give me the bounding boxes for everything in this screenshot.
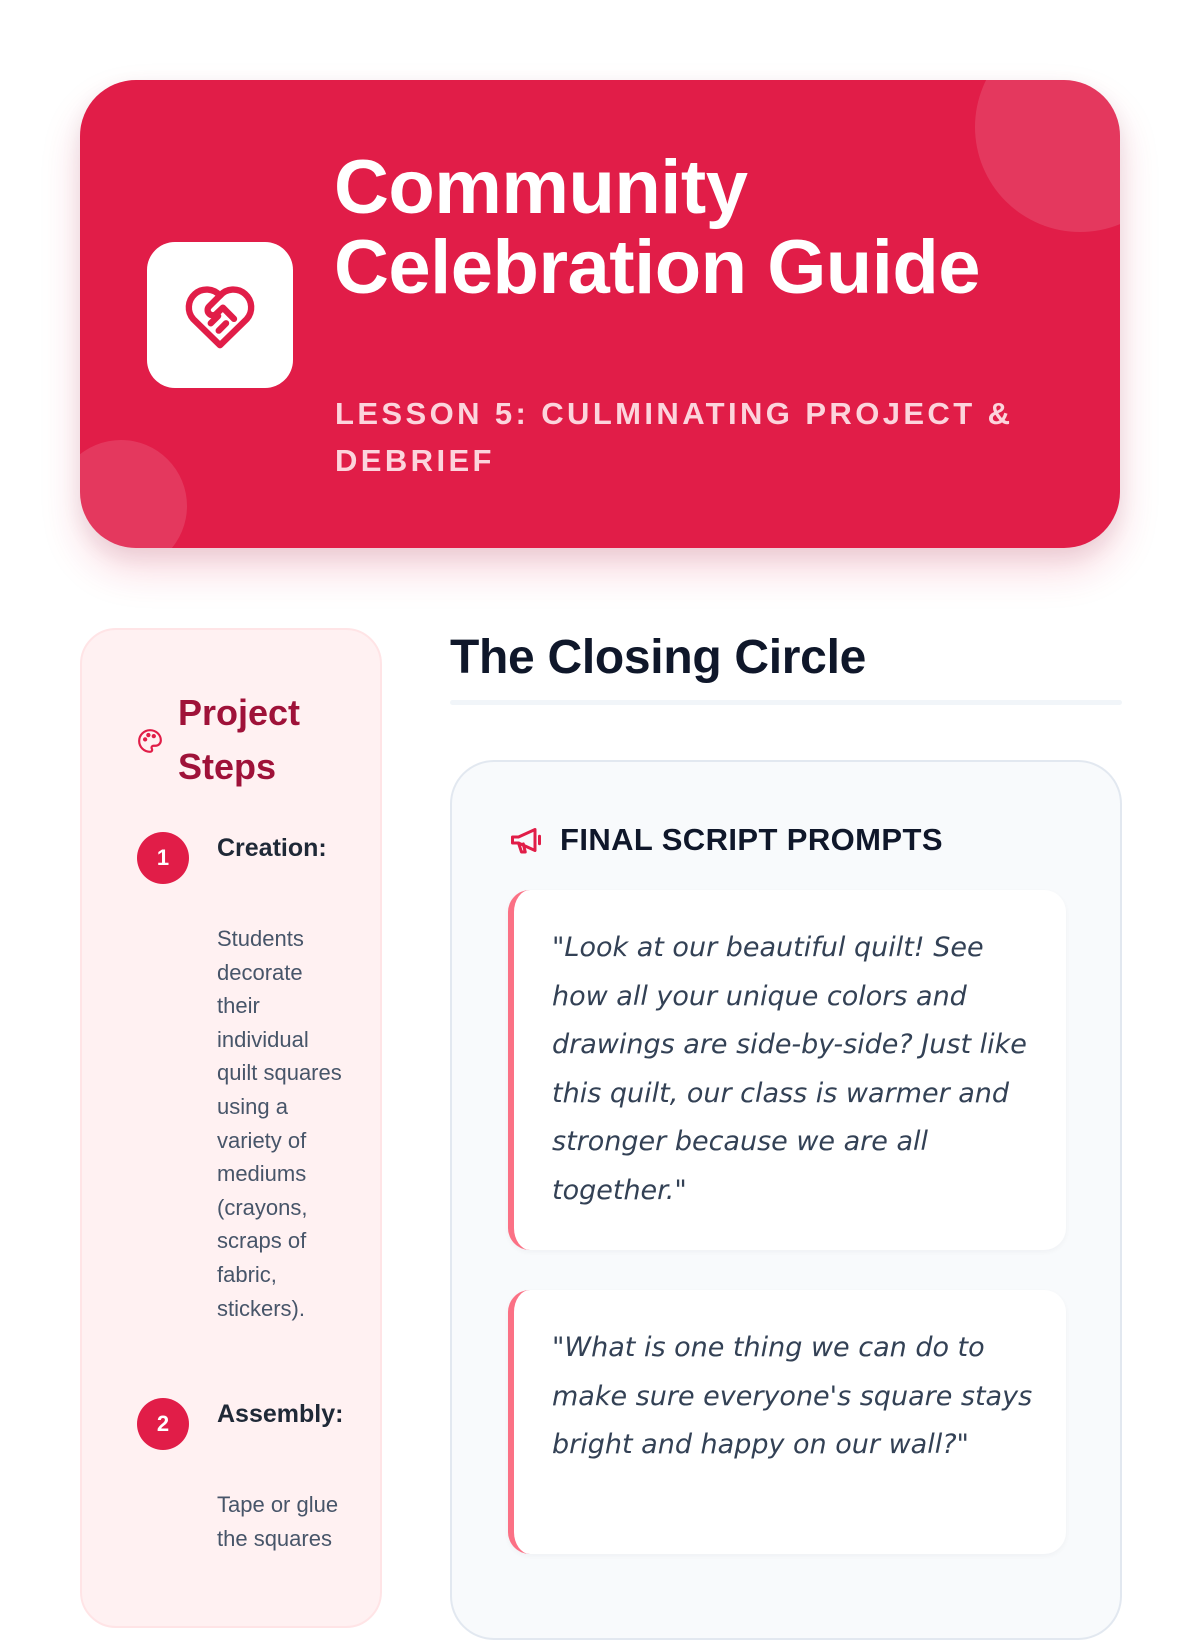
quote-card	[508, 1290, 1066, 1554]
page-title: Community Celebration Guide	[334, 145, 981, 310]
prompts-title: FINAL SCRIPT PROMPTS	[560, 822, 943, 857]
step-label: Assembly:	[217, 1400, 344, 1428]
step-number-badge: 1	[137, 832, 189, 884]
step-label: Creation:	[217, 834, 327, 862]
project-steps-title: Project Steps	[178, 692, 301, 787]
script-prompts-card	[450, 760, 1122, 1640]
step-number-badge: 2	[137, 1398, 189, 1450]
page-subtitle: LESSON 5: CULMINATING PROJECT & DEBRIEF	[335, 396, 1014, 478]
quote-text: "What is one thing we can do to make sure everyone's square stays bright and happy on our wall?"	[552, 1332, 1033, 1461]
logo-tile	[147, 242, 293, 388]
quote-text: "Look at our beautiful quilt! See how all your unique colors and drawings are side-by-side? Just like this quilt, our class is warmer and stronger because we are all together."	[552, 932, 1027, 1206]
section-title: The Closing Circle	[450, 631, 867, 684]
header-banner	[80, 80, 1120, 548]
megaphone-icon	[508, 822, 544, 858]
section-divider	[450, 700, 1122, 705]
step-description: Students decorate their individual quilt squares using a variety of mediums (crayons, scraps of fabric, stickers).	[217, 926, 342, 1321]
heart-handshake-icon	[181, 280, 259, 350]
project-steps-panel	[80, 628, 382, 1628]
prompts-header	[508, 822, 943, 858]
decorative-circle	[80, 440, 187, 548]
quote-card	[508, 890, 1066, 1250]
step-description: Tape or glue the squares	[217, 1492, 339, 1551]
palette-icon	[137, 728, 163, 754]
